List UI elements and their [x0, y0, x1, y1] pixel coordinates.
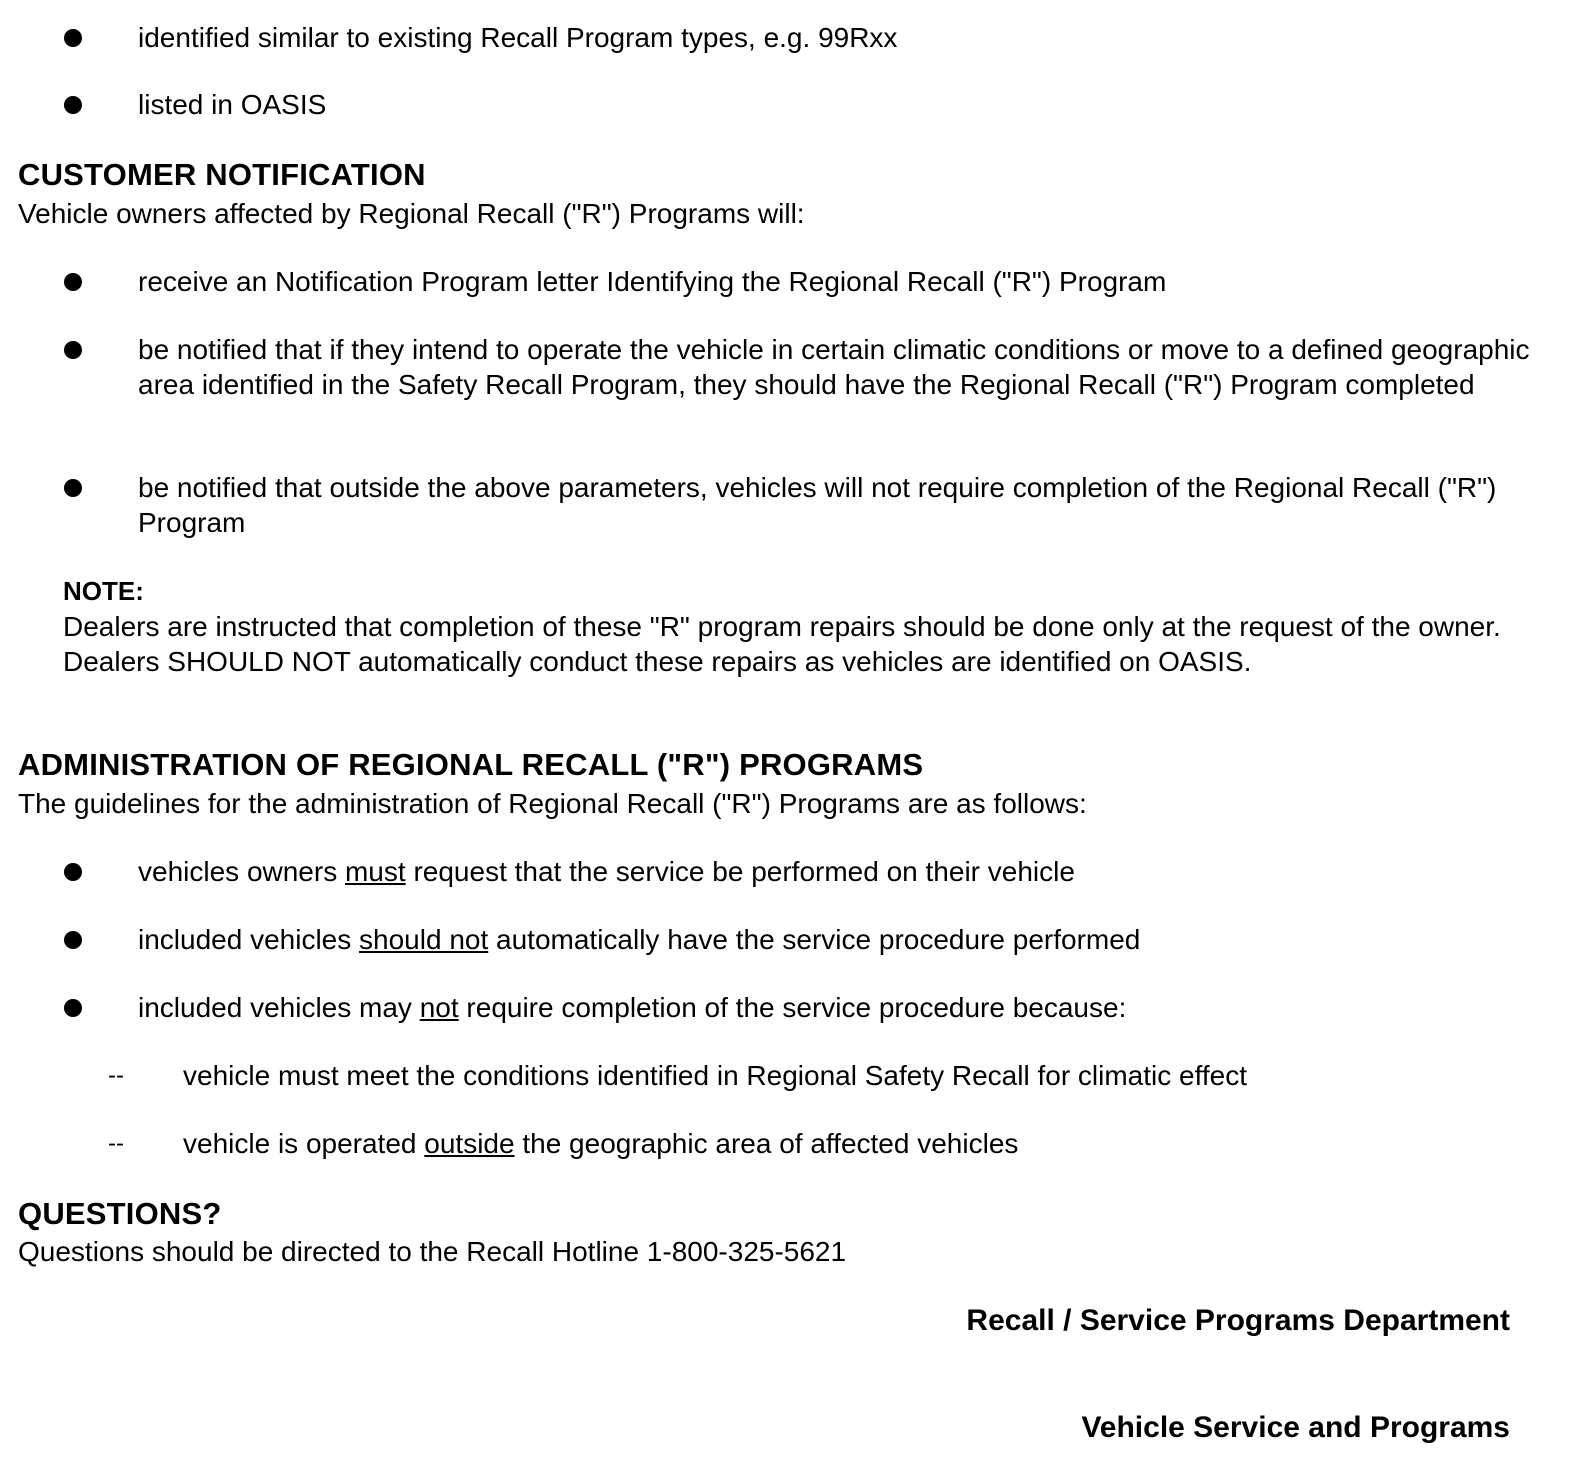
- bullet-icon: [64, 999, 82, 1017]
- bullet-text: [138, 990, 1533, 1025]
- bullet-text: [138, 854, 1533, 889]
- text-run: request that the service be performed on their vehicle: [405, 856, 1075, 887]
- underlined-text: must: [344, 856, 406, 887]
- text-run: vehicle is operated: [183, 1128, 425, 1159]
- text-run: automatically have the service procedure performed: [488, 924, 1141, 955]
- bullet-text: be notified that if they intend to operate the vehicle in certain climatic conditions or move to a defined geographic area identified in the Safety Recall Program, they should have the Regional Recall ("R") Program completed: [138, 334, 1530, 400]
- underlined-text: should not: [359, 924, 489, 955]
- underlined-text: not: [419, 992, 459, 1023]
- sub-item-text: vehicle must meet the conditions identified in Regional Safety Recall for climatic effect: [183, 1060, 1248, 1091]
- text-run: included vehicles: [138, 924, 360, 955]
- sub-item-text: [183, 1126, 1543, 1161]
- dash-marker: --: [108, 1130, 124, 1157]
- signature-division: Vehicle Service and Programs: [1081, 1411, 1510, 1444]
- bullet-icon: [64, 479, 82, 497]
- bullet-icon: [64, 96, 82, 114]
- text-run: require completion of the service procedure because:: [458, 992, 1127, 1023]
- signature-department: Recall / Service Programs Department: [966, 1304, 1510, 1337]
- section-heading-administration: ADMINISTRATION OF REGIONAL RECALL ("R") PROGRAMS: [18, 747, 924, 782]
- note-text: Dealers are instructed that completion of these "R" program repairs should be done only at the request of the owner. Dealers SHOULD NOT automatically conduct these repairs as vehicles are identified on OASIS.: [63, 611, 1501, 677]
- bullet-icon: [64, 29, 82, 47]
- bullet-text: identified similar to existing Recall Program types, e.g. 99Rxx: [138, 22, 898, 53]
- bullet-icon: [64, 273, 82, 291]
- section-intro: The guidelines for the administration of Regional Recall ("R") Programs are as follows:: [18, 788, 1087, 819]
- bullet-text: listed in OASIS: [138, 89, 327, 120]
- questions-text: Questions should be directed to the Recall Hotline 1-800-325-5621: [18, 1236, 847, 1267]
- text-run: the geographic area of affected vehicles: [514, 1128, 1019, 1159]
- bullet-icon: [64, 341, 82, 359]
- text-run: included vehicles may: [138, 992, 420, 1023]
- dash-marker: --: [108, 1062, 124, 1089]
- section-heading-questions: QUESTIONS?: [18, 1196, 222, 1231]
- bullet-text: [138, 922, 1533, 957]
- note-heading: NOTE:: [63, 576, 144, 606]
- section-intro: Vehicle owners affected by Regional Recall ("R") Programs will:: [18, 198, 805, 229]
- bullet-text: be notified that outside the above parameters, vehicles will not require completion of the Regional Recall ("R") Program: [138, 472, 1497, 538]
- underlined-text: outside: [424, 1128, 515, 1159]
- bullet-text: receive an Notification Program letter Identifying the Regional Recall ("R") Program: [138, 266, 1167, 297]
- bullet-icon: [64, 863, 82, 881]
- section-heading-customer-notification: CUSTOMER NOTIFICATION: [18, 157, 426, 192]
- text-run: vehicles owners: [138, 856, 345, 887]
- bullet-icon: [64, 931, 82, 949]
